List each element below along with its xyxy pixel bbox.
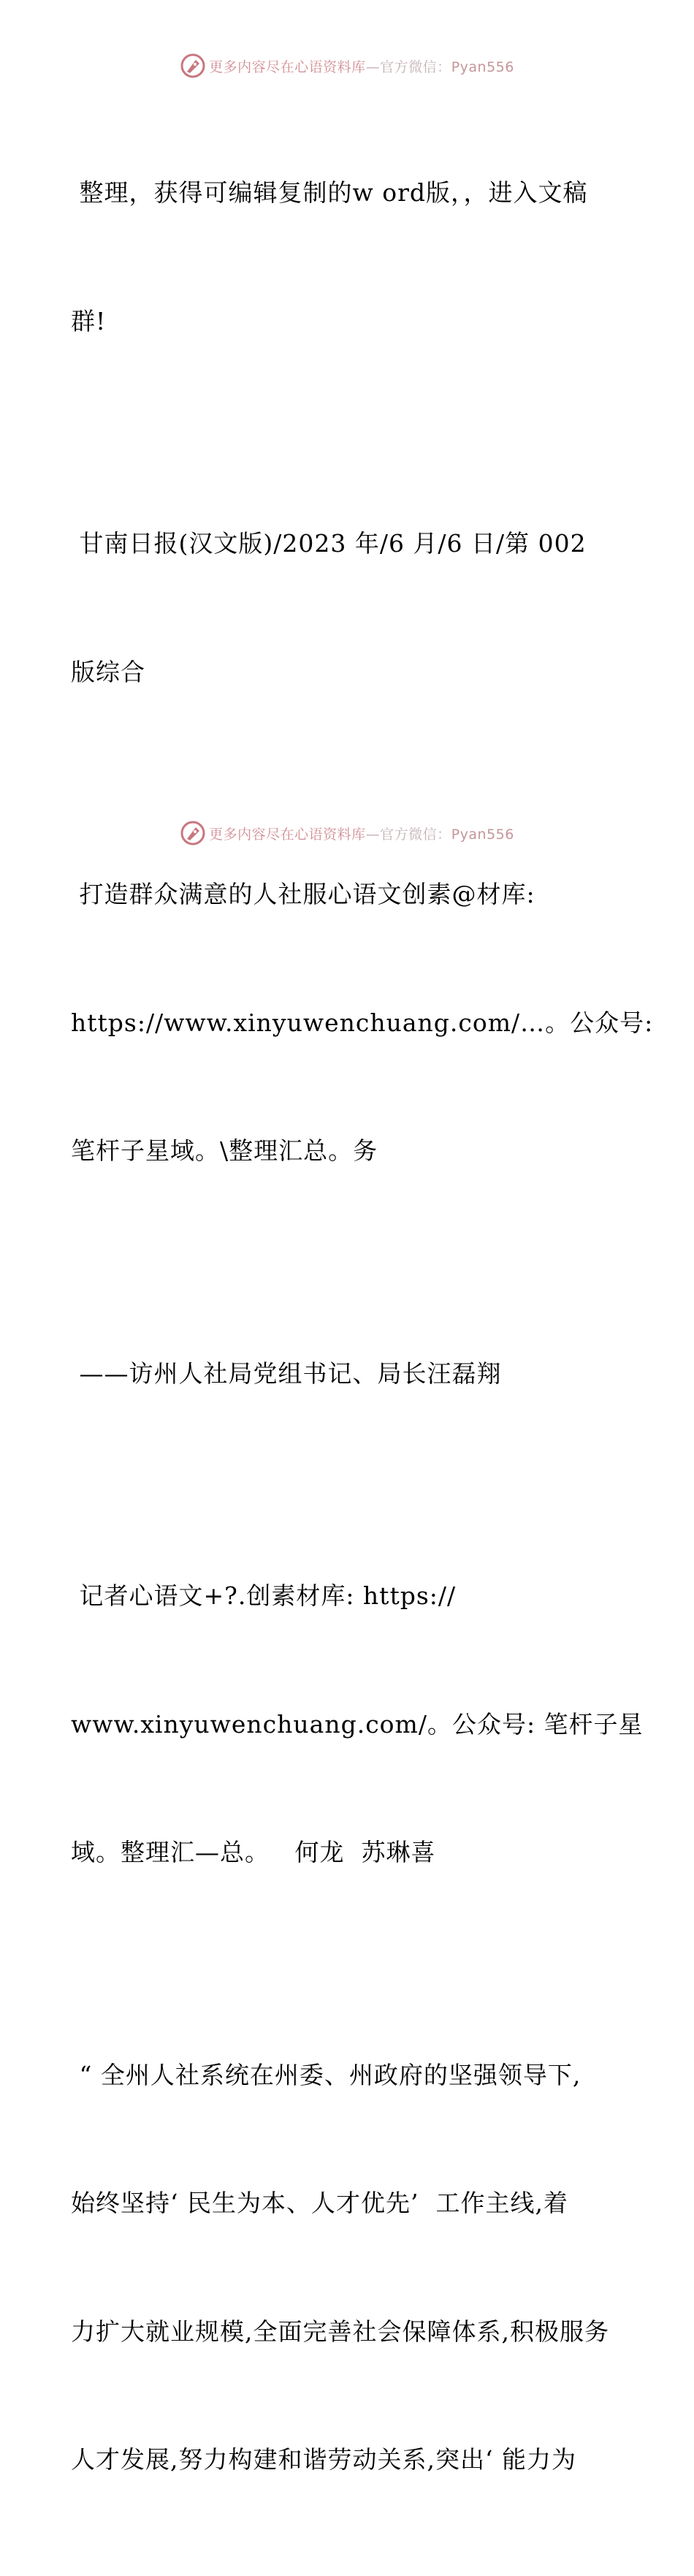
text-line: 始终坚持‘ 民生为本、人才优先’ 工作主线,着 [71, 2189, 568, 2217]
watermark-text: 更多内容尽在心语资料库—官方微信：Pyan556 [209, 58, 514, 75]
text-line: “ 全州人社系统在州委、州政府的坚强领导下, [71, 2060, 581, 2089]
watermark-text: 更多内容尽在心语资料库—官方微信：Pyan556 [209, 826, 514, 843]
paragraph-source [71, 437, 633, 779]
text-line: www.xinyuwenchuang.com/。公众号: 笔杆子星 [71, 1709, 644, 1739]
text-line: 人才发展,努力构建和谐劳动关系,突出‘ 能力为 [71, 2445, 576, 2474]
text-line: 整理，获得可编辑复制的w ord版，，进入文稿 [71, 178, 588, 207]
text-line: https://www.xinyuwenchuang.com/…。公众号: [71, 1008, 654, 1037]
footer-watermark [0, 817, 694, 849]
text-line: ——访州人社局党组书记、局长汪磊翔 [71, 1359, 502, 1388]
paragraph-byline [71, 1489, 644, 1960]
pen-nib-logo-icon [180, 820, 206, 846]
paragraph-headline [71, 788, 654, 1258]
text-line: 群! [71, 306, 107, 335]
text-line: 笔杆子星域。\整理汇总。务 [71, 1136, 378, 1165]
text-line: 力扩大就业规模,全面完善社会保障体系,积极服务 [71, 2317, 609, 2346]
text-line: 域。整理汇—总。 何龙 苏琳喜 [71, 1838, 436, 1866]
text-line: 版综合 [71, 657, 145, 686]
paragraph-body [71, 1969, 633, 2567]
text-line: 甘南日报(汉文版)/2023 年/6 月/6 日/第 002 [71, 529, 587, 558]
pen-nib-logo-icon [180, 53, 206, 79]
header-watermark [0, 50, 694, 82]
paragraph-subtitle [71, 1267, 633, 1481]
text-line: 记者心语文+?.创素材库: https:// [71, 1581, 457, 1610]
document-body [71, 86, 654, 2576]
text-line: 打造群众满意的人社服心语文创素@材库: [71, 880, 535, 908]
paragraph-intro [71, 86, 633, 428]
